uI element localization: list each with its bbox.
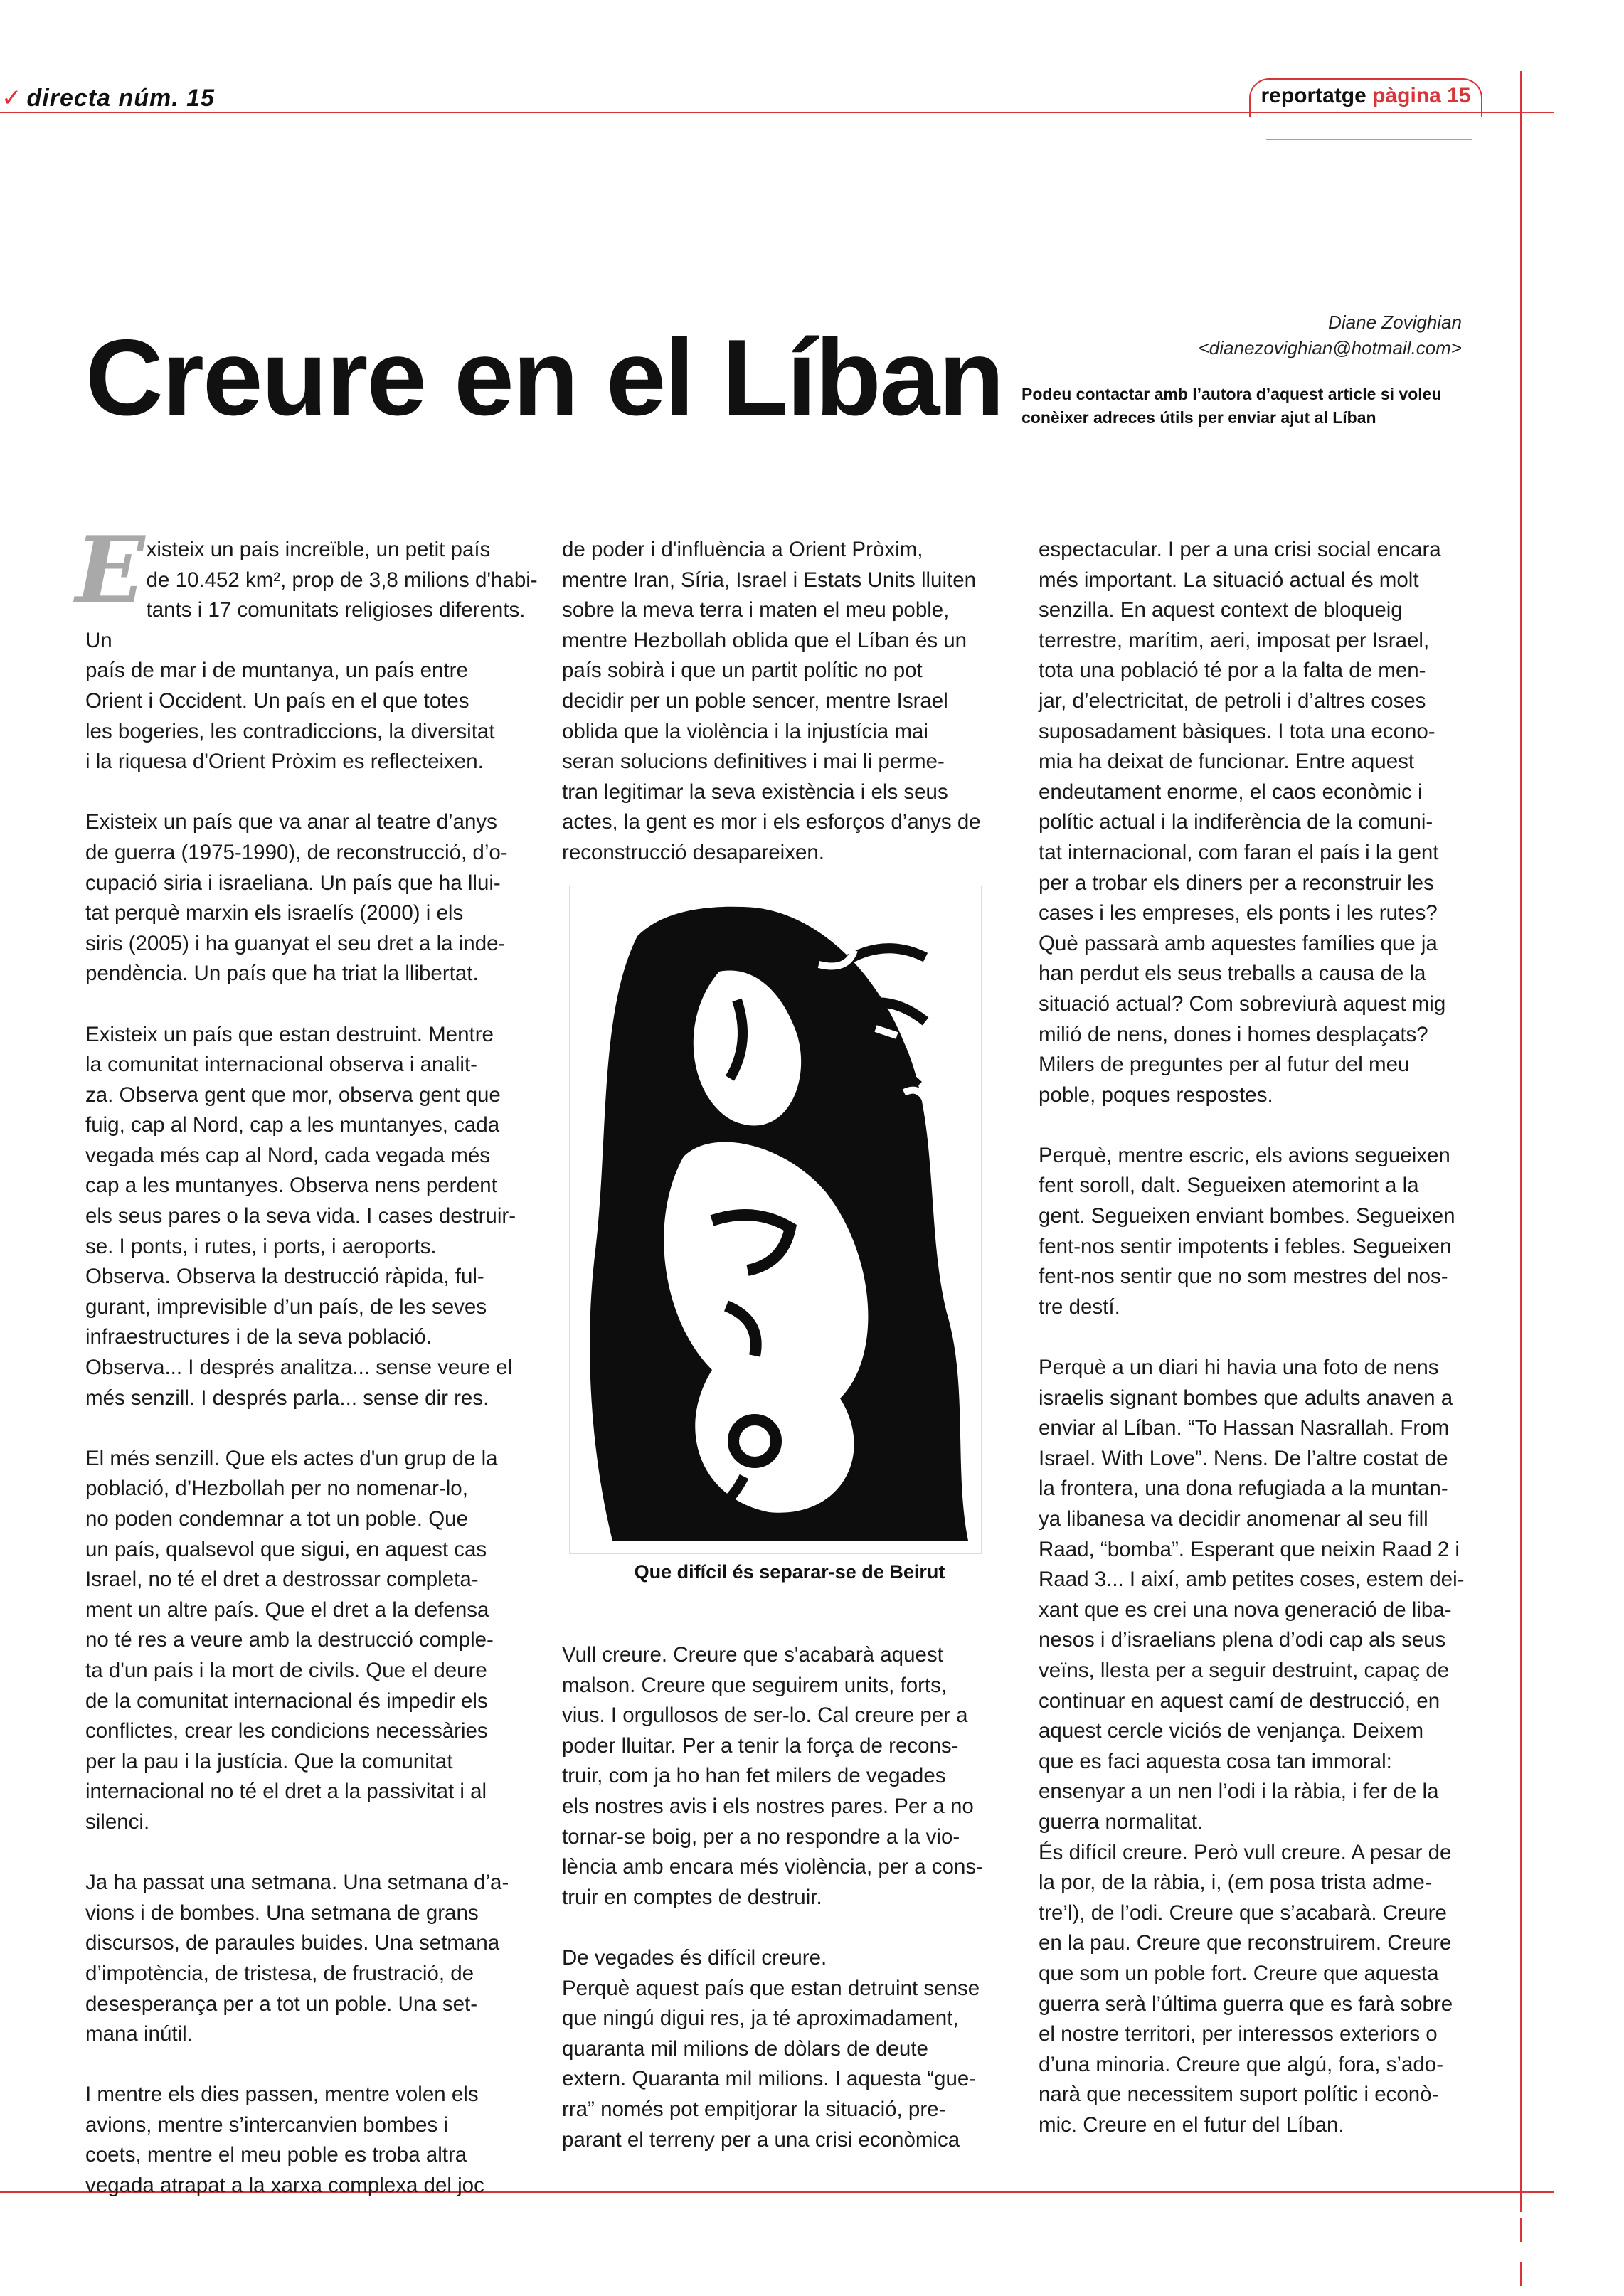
drop-cap: E (75, 517, 145, 624)
page-number: pàgina 15 (1372, 84, 1471, 107)
image-caption: Que difícil és separar-se de Beirut (634, 1561, 945, 1583)
crop-mark (1520, 2262, 1522, 2286)
paragraph: de poder i d'influència a Orient Pròxim, mentre Iran, Síria, Israel i Estats Units lluiten sobre la meva terra i maten el meu poble, mentre Hezbollah oblida que el Líban és un país sobirà i que un partit polític no pot decidir per un poble sencer, mentre Israel oblida que la violència i la injustícia mai seran solucions definitives i mai li perme- tran legitimar la seva existència i els seus actes, la gent es mor i els esforços d’anys de reconstrucció desapareixen. (562, 538, 981, 864)
paragraph: Vull creure. Creure que s'acabarà aquest malson. Creure que seguirem units, forts, vius. I orgullosos de ser-lo. Cal creure per a poder lluitar. Per a tenir la força de recons- truir, com ja ho han fet milers de vegades els nostres avis i els nostres pares. Per a no tornar-se boig, per a no respondre a la vio- lència amb encara més violència, per a cons- truir en comptes de destruir. (562, 1643, 983, 1909)
paragraph: I mentre els dies passen, mentre volen els avions, mentre s’intercanvien bombes i coets, mentre el meu poble es troba altra vegada atrapat a la xarxa complexa del joc (85, 2083, 484, 2198)
article-column-2 (562, 535, 1017, 868)
paragraph (75, 517, 541, 777)
right-margin-rule (1520, 71, 1522, 2212)
article-column-2-continued (562, 1640, 1017, 2155)
paragraph: El més senzill. Que els actes d'un grup de la població, d’Hezbollah per no nomenar-lo, no poden condemnar a tot un poble. Que un país, qualsevol que sigui, en aquest cas Israel, no té el dret a destrossar completa- ment un altre país. Que el dret a la defensa no té res a veure amb la destrucció comple- ta d'un país i la mort de civils. Que el deure de la comunitat internacional és impedir els conflictes, crear les condicions necessàries per la pau i la justícia. Que la comunitat internacional no té el dret a la passivitat i al silenci. (85, 1446, 498, 1834)
calligraphy-artwork (570, 886, 981, 1553)
artwork-image (569, 886, 982, 1554)
paragraph: És difícil creure. Però vull creure. A pesar de la por, de la ràbia, i, (em posa trista adme- tre’l), de l’odi. Creure que s’acabarà. Creure en la pau. Creure que reconstruirem. Creure que som un poble fort. Creure que aquesta guerra serà l’última guerra que es farà sobre el nostre territori, per interessos exteriors o d’una minoria. Creure que algú, fora, s’ado- narà que necessitem suport polític i econò- mic. Creure en el futur del Líban. (1039, 1840, 1453, 2137)
crop-mark (1520, 2218, 1522, 2242)
paragraph: De vegades és difícil creure. Perquè aquest país que estan detruint sense que ningú digui res, ja té aproximadament, quaranta mil milions de dòlars de deute extern. Quaranta mil milions. I aquesta “gue- rra” només pot empitjorar la situació, pre- parant el terreny per a una crisi econòmica (562, 1945, 980, 2152)
paragraph: Existeix un país que va anar al teatre d’anys de guerra (1975-1990), de reconstrucció, d’o- cupació siria i israeliana. Un país que ha llui- tat perquè marxin els israelís (2000) i els siris (2005) i ha guanyat el seu dret a la inde- pendència. Un país que ha triat la llibertat. (85, 810, 508, 986)
author-email[interactable]: <dianezovighian@hotmail.com> (1198, 337, 1462, 358)
paragraph-text: xisteix un país increïble, un petit país de 10.452 km², prop de 3,8 milions d'habi- tants i 17 comunitats religioses diferents. Un país de mar i de muntanya, un país entre Orient i Occident. Un país en el que totes les bogeries, les contradiccions, la diversitat i la riquesa d'Orient Pròxim es reflecteixen. (85, 538, 538, 774)
contact-note: Podeu contactar amb l’autora d’aquest article si voleu conèixer adreces útils per enviar ajut al Líban (1021, 385, 1442, 427)
publication-label: directa núm. 15 (26, 85, 215, 112)
paragraph: Perquè a un diari hi havia una foto de nens israelis signant bombes que adults anaven a enviar al Líban. “To Hassan Nasrallah. From Israel. With Love”. Nens. De l’altre costat de la frontera, una dona refugiada a la muntan- ya libanesa va decidir anomenar al seu fill Raad, “bomba”. Esperant que neixin Raad 2 i Raad 3... I així, amb petites coses, estem dei- xant que es crei una nova generació de liba- nesos i d’israelians plena d’odi cap als seus veïns, llesta per a seguir destruint, capaç de continuar en aquest camí de destrucció, en aquest cercle viciós de venjança. Deixem que es faci aquesta cosa tan immoral: ensenyar a un nen l’odi i la ràbia, i fer de la guerra normalitat. (1039, 1356, 1465, 1834)
paragraph: espectacular. I per a una crisi social encara més important. La situació actual és molt senzilla. En aquest context de bloqueig terrestre, marítim, aeri, imposat per Israel, tota una població té por a la falta de men- jar, d’electricitat, de petroli i d’altres coses suposadament bàsiques. I tota una econo- mia ha deixat de funcionar. Entre aquest endeutament enorme, el caos econòmic i polític actual i la indiferència de la comuni- tat internacional, com faran el país i la gent per a trobar els diners per a reconstruir les cases i les empreses, els ponts i les rutes? Què passarà amb aquestes famílies que ja han perdut els seus treballs a causa de la situació actual? Com sobreviurà aquest mig milió de nens, dones i homes desplaçats? Milers de preguntes per al futur del meu poble, poques respostes. (1039, 538, 1446, 1107)
author-name: Diane Zovighian (1328, 312, 1462, 333)
publication-header (1, 84, 215, 112)
paragraph: Perquè, mentre escric, els avions segueixen fent soroll, dalt. Segueixen atemorint a la gent. Segueixen enviant bombes. Segueixen fent-nos sentir impotents i febles. Segueixen fent-nos sentir que no som mestres del nos- tre destí. (1039, 1143, 1455, 1319)
article-title: Creure en el Líban (85, 317, 1004, 438)
section-label: reportatge (1261, 84, 1366, 107)
header-mark-icon: ✓ (1, 85, 23, 112)
paragraph: Existeix un país que estan destruint. Mentre la comunitat internacional observa i analit- za. Observa gent que mor, observa gent que fuig, cap al Nord, cap a les muntanyes, cada vegada més cap al Nord, cada vegada més cap a les muntanyes. Observa nens perdent els seus pares o la seva vida. I cases destruir- se. I ponts, i rutes, i ports, i aeroports. Observa. Observa la destrucció ràpida, ful- gurant, imprevisible d’un país, de les seves infraestructures i de la seva població. Observa... I després analitza... sense veure el més senzill. I després parla... sense dir res. (85, 1022, 516, 1410)
article-column-1 (75, 517, 541, 2201)
paragraph: Ja ha passat una setmana. Una setmana d’a- vions i de bombes. Una setmana de grans discursos, de paraules buides. Una setmana d’impotència, de tristesa, de frustració, de desesperança per a tot un poble. Una set- mana inútil. (85, 1871, 509, 2046)
crop-mark (1520, 2141, 1522, 2165)
header-accent-rule (1266, 139, 1472, 140)
article-column-3 (1039, 535, 1494, 2140)
section-header (1249, 84, 1482, 108)
